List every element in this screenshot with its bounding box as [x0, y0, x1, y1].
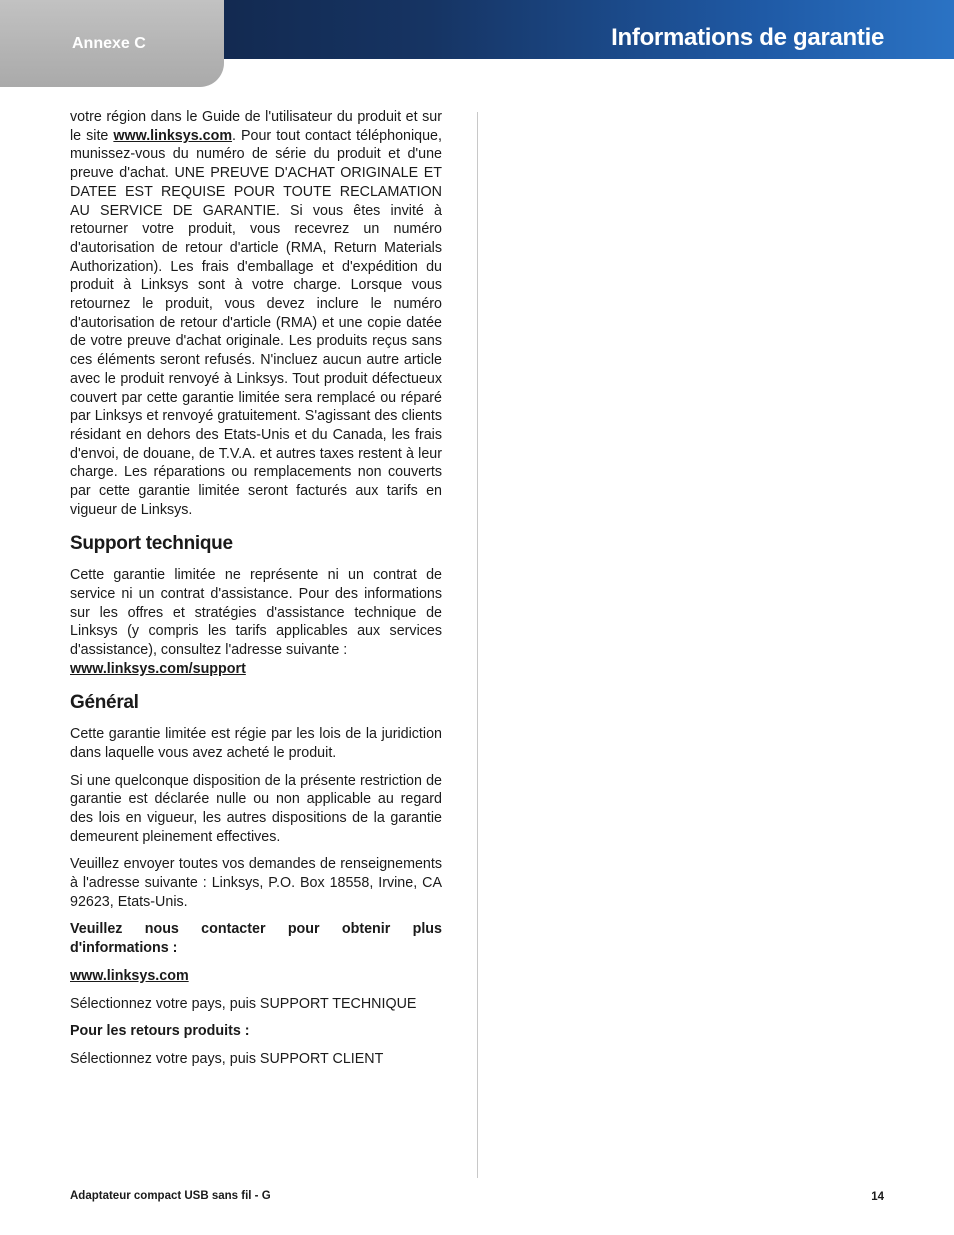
select-client-text: Sélectionnez votre pays, puis SUPPORT CLIENT	[70, 1050, 384, 1067]
general-paragraph-3: Veuillez envoyer toutes vos demandes de renseignements à l'adresse suivante : Linksys, P.O. Box 18558, Irvine, CA 92623, Etats-Unis.	[70, 856, 442, 910]
page-title: Informations de garantie	[611, 24, 884, 51]
intro-paragraph	[70, 108, 442, 519]
section-label: Annexe C	[72, 35, 146, 52]
intro-text-end: . Pour tout contact téléphonique, munissez-vous du numéro de série du produit et d'une preuve d'achat. UNE PREUVE D'ACHAT ORIGINALE ET DATEE EST REQUISE POUR TOUTE RECLAMATION AU SERVICE DE GARANTIE. Si vous êtes invité à retourner votre produit, vous recevrez un numéro d'autorisation de retour d'article (RMA, Return Materials Authorization). Les frais d'emballage et d'expédition du produit à Linksys sont à votre charge. Lorsque vous retournez le produit, vous devez inclure le numéro d'autorisation de retour d'article (RMA) et une copie datée de votre preuve d'achat originale. Les produits reçus sans ces éléments seront refusés. N'incluez aucun autre article avec le produit renvoyé à Linksys. Tout produit défectueux couvert par cette garantie limitée sera remplacé ou réparé par Linksys et renvoyé gratuitement. S'agissant des clients résidant en dehors des Etats-Unis et du Canada, les frais d'envoi, de douane, de T.V.A. et autres taxes restent à leur charge. Les réparations ou remplacements non couverts par cette garantie limitée seront facturés aux tarifs en vigueur de Linksys.	[70, 127, 442, 518]
returns-label: Pour les retours produits :	[70, 1023, 250, 1040]
contact-link[interactable]: www.linksys.com	[70, 967, 189, 984]
select-support-text: Sélectionnez votre pays, puis SUPPORT TECHNIQUE	[70, 995, 417, 1012]
contact-label: Veuillez nous contacter pour obtenir plus d'informations :	[70, 921, 442, 957]
section-tab	[0, 0, 224, 87]
support-heading: Support technique	[70, 533, 233, 555]
contact-link-paragraph	[70, 967, 442, 986]
footer-page-number: 14	[871, 1191, 884, 1203]
support-text: Cette garantie limitée ne représente ni un contrat de service ni un contrat d'assistance. Pour des informations sur les offres et stratégies d'assistance technique de Linksys (y compris les tarifs applicables aux services d'assistance), consultez l'adresse suivante :	[70, 567, 442, 658]
general-heading: Général	[70, 692, 139, 714]
text-column	[70, 108, 442, 1078]
general-paragraph-2: Si une quelconque disposition de la présente restriction de garantie est déclarée nulle ou non applicable au regard des lois en vigueur, les autres dispositions de la garantie demeurent pleinement effectives.	[70, 772, 442, 845]
column-divider	[477, 112, 478, 1178]
linksys-link[interactable]: www.linksys.com	[113, 127, 233, 144]
support-paragraph	[70, 566, 442, 678]
general-paragraph-1: Cette garantie limitée est régie par les lois de la juridiction dans laquelle vous avez acheté le produit.	[70, 726, 442, 761]
support-link[interactable]: www.linksys.com/support	[70, 660, 246, 677]
footer-product-name: Adaptateur compact USB sans fil - G	[70, 1190, 271, 1202]
intro-text-start: votre région dans le Guide de l'utilisateur du produit et sur le site	[70, 109, 442, 144]
